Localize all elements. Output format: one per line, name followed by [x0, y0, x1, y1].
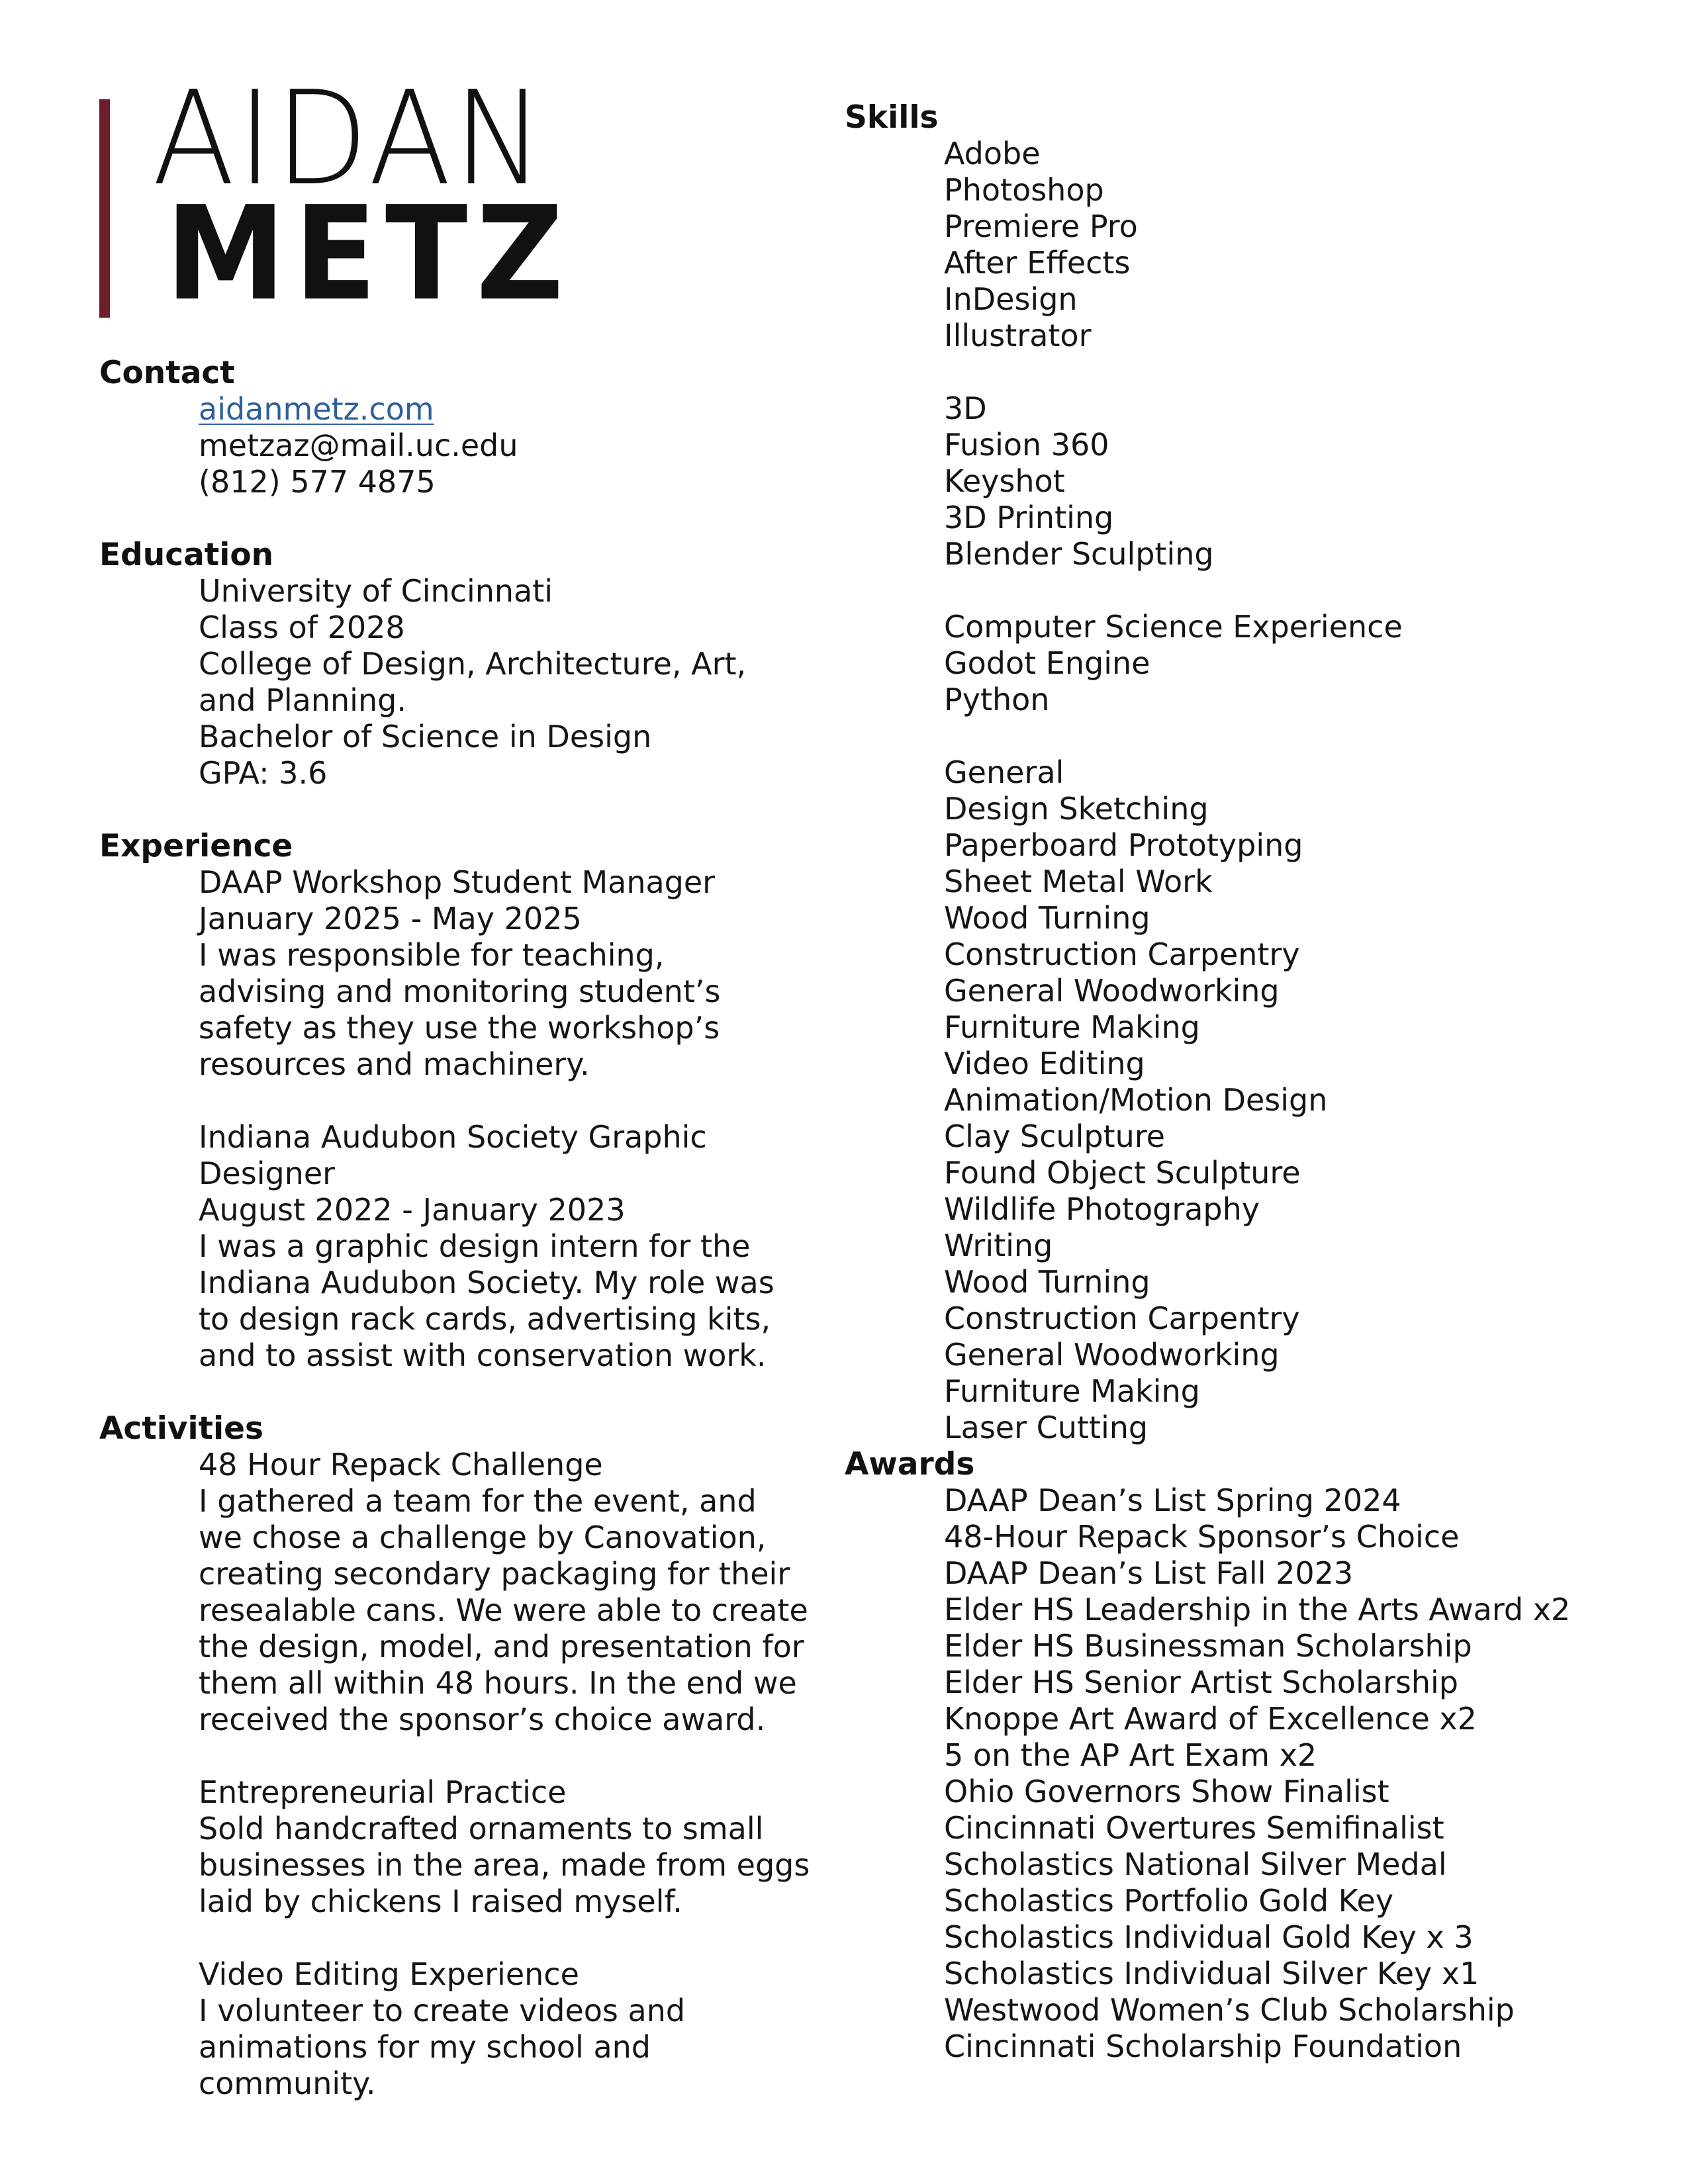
- skill-item: InDesign: [944, 281, 1078, 317]
- skills-group-cs: [845, 609, 1672, 718]
- award-item: Scholastics Individual Silver Key x1: [944, 1956, 1479, 1991]
- name-accent-bar: [99, 99, 110, 318]
- skill-item: Wood Turning: [944, 900, 1150, 936]
- education-line: GPA: 3.6: [199, 755, 328, 791]
- education-title: Education: [99, 537, 274, 573]
- skill-item: Premiere Pro: [944, 208, 1138, 244]
- activity-line: I gathered a team for the event, and: [199, 1483, 757, 1519]
- job-description-line: I was responsible for teaching,: [199, 937, 665, 973]
- skills-group-3d: [845, 390, 1672, 572]
- award-item: Scholastics National Silver Medal: [944, 1846, 1447, 1882]
- experience-title: Experience: [99, 828, 293, 864]
- experience-job: [99, 864, 814, 1083]
- award-item: Cincinnati Overtures Semifinalist: [944, 1810, 1444, 1846]
- activity-item: [99, 1956, 814, 2102]
- activity-line: them all within 48 hours. In the end we: [199, 1665, 797, 1701]
- contact-email: metzaz@mail.uc.edu: [199, 428, 518, 463]
- skill-item: Blender Sculpting: [944, 536, 1214, 572]
- skill-item: Sheet Metal Work: [944, 864, 1213, 899]
- skill-item: Paperboard Prototyping: [944, 827, 1303, 863]
- awards-list: [845, 1482, 1672, 2065]
- skill-item: After Effects: [944, 245, 1131, 281]
- award-item: 48-Hour Repack Sponsor’s Choice: [944, 1519, 1460, 1555]
- job-description-line: advising and monitoring student’s: [199, 974, 721, 1009]
- awards-title: Awards: [845, 1446, 975, 1482]
- education-line: University of Cincinnati: [199, 573, 553, 609]
- activity-line: laid by chickens I raised myself.: [199, 1884, 682, 1919]
- job-title: DAAP Workshop Student Manager: [199, 864, 716, 900]
- skill-item: Clay Sculpture: [944, 1118, 1165, 1154]
- skill-item: Python: [944, 682, 1050, 717]
- award-item: Ohio Governors Show Finalist: [944, 1774, 1389, 1809]
- activity-title: Video Editing Experience: [199, 1956, 579, 1992]
- job-title: Indiana Audubon Society Graphic: [199, 1119, 707, 1155]
- job-description-line: safety as they use the workshop’s: [199, 1010, 720, 1046]
- award-item: Scholastics Individual Gold Key x 3: [944, 1919, 1474, 1955]
- skill-item: Video Editing: [944, 1046, 1145, 1081]
- skill-item: 3D: [944, 390, 987, 426]
- award-item: DAAP Dean’s List Fall 2023: [944, 1555, 1354, 1591]
- skill-item: Photoshop: [944, 172, 1104, 208]
- skill-item: Illustrator: [944, 318, 1092, 353]
- award-item: DAAP Dean’s List Spring 2024: [944, 1482, 1401, 1518]
- skill-item: General Woodworking: [944, 973, 1280, 1009]
- education-line: and Planning.: [199, 682, 406, 718]
- skill-item: Keyshot: [944, 463, 1065, 499]
- activity-line: we chose a challenge by Canovation,: [199, 1520, 767, 1555]
- activity-title: 48 Hour Repack Challenge: [199, 1447, 603, 1482]
- award-item: Westwood Women’s Club Scholarship: [944, 1992, 1515, 2028]
- skill-item: Found Object Sculpture: [944, 1155, 1301, 1191]
- skill-item: Fusion 360: [944, 427, 1109, 463]
- skills-group-adobe: [845, 136, 1672, 354]
- education-line: Bachelor of Science in Design: [199, 719, 652, 754]
- skill-item: Adobe: [944, 136, 1041, 171]
- contact-title: Contact: [99, 355, 235, 391]
- skill-item: Construction Carpentry: [944, 936, 1300, 972]
- skill-item: Design Sketching: [944, 791, 1209, 827]
- activity-line: received the sponsor’s choice award.: [199, 1702, 766, 1737]
- skill-item: 3D Printing: [944, 500, 1114, 535]
- education-line: Class of 2028: [199, 610, 405, 645]
- activity-line: the design, model, and presentation for: [199, 1629, 804, 1664]
- activity-title: Entrepreneurial Practice: [199, 1774, 567, 1810]
- activity-line: I volunteer to create videos and: [199, 1993, 686, 2028]
- contact-phone: (812) 577 4875: [199, 464, 436, 500]
- skill-item: General Woodworking: [944, 1337, 1280, 1373]
- activity-item: [99, 1774, 814, 1920]
- skill-item: Wildlife Photography: [944, 1191, 1260, 1227]
- activity-line: animations for my school and: [199, 2029, 651, 2065]
- job-dates: August 2022 - January 2023: [199, 1192, 626, 1228]
- activity-line: resealable cans. We were able to create: [199, 1592, 808, 1628]
- skill-item: Furniture Making: [944, 1373, 1200, 1409]
- skill-item: General: [944, 754, 1064, 790]
- activity-line: businesses in the area, made from eggs: [199, 1847, 810, 1883]
- job-description-line: I was a graphic design intern for the: [199, 1228, 751, 1264]
- activities-title: Activities: [99, 1410, 263, 1447]
- experience-job: [99, 1119, 814, 1374]
- award-item: Elder HS Leadership in the Arts Award x2: [944, 1592, 1571, 1627]
- job-title: Designer: [199, 1156, 336, 1191]
- skill-item: Laser Cutting: [944, 1410, 1149, 1445]
- job-description-line: resources and machinery.: [199, 1046, 590, 1082]
- award-item: Knoppe Art Award of Excellence x2: [944, 1701, 1477, 1737]
- skill-item: Computer Science Experience: [944, 609, 1403, 645]
- name-last: METZ: [165, 179, 573, 330]
- award-item: Elder HS Senior Artist Scholarship: [944, 1664, 1458, 1700]
- skill-item: Animation/Motion Design: [944, 1082, 1328, 1118]
- job-description-line: Indiana Audubon Society. My role was: [199, 1265, 774, 1300]
- name-first: AIDAN: [152, 64, 547, 214]
- activity-line: creating secondary packaging for their: [199, 1556, 790, 1592]
- award-item: Cincinnati Scholarship Foundation: [944, 2028, 1462, 2064]
- job-description-line: and to assist with conservation work.: [199, 1338, 767, 1373]
- skill-item: Godot Engine: [944, 645, 1150, 681]
- activity-item: [99, 1447, 814, 1738]
- activity-line: community.: [199, 2066, 376, 2101]
- skills-title: Skills: [845, 99, 939, 136]
- education-list: [99, 573, 814, 792]
- website-link[interactable]: aidanmetz.com: [199, 391, 434, 427]
- skill-item: Writing: [944, 1228, 1053, 1263]
- education-line: College of Design, Architecture, Art,: [199, 646, 747, 682]
- skill-item: Furniture Making: [944, 1009, 1200, 1045]
- left-column: [99, 355, 814, 2102]
- award-item: Scholastics Portfolio Gold Key: [944, 1883, 1394, 1919]
- right-column: [845, 99, 1672, 2065]
- contact-website-row: [99, 391, 814, 428]
- activity-line: Sold handcrafted ornaments to small: [199, 1811, 764, 1846]
- award-item: Elder HS Businessman Scholarship: [944, 1628, 1472, 1664]
- award-item: 5 on the AP Art Exam x2: [944, 1737, 1317, 1773]
- skills-group-general: [845, 754, 1672, 1446]
- skill-item: Construction Carpentry: [944, 1300, 1300, 1336]
- job-description-line: to design rack cards, advertising kits,: [199, 1301, 771, 1337]
- skill-item: Wood Turning: [944, 1264, 1150, 1300]
- job-dates: January 2025 - May 2025: [199, 901, 582, 936]
